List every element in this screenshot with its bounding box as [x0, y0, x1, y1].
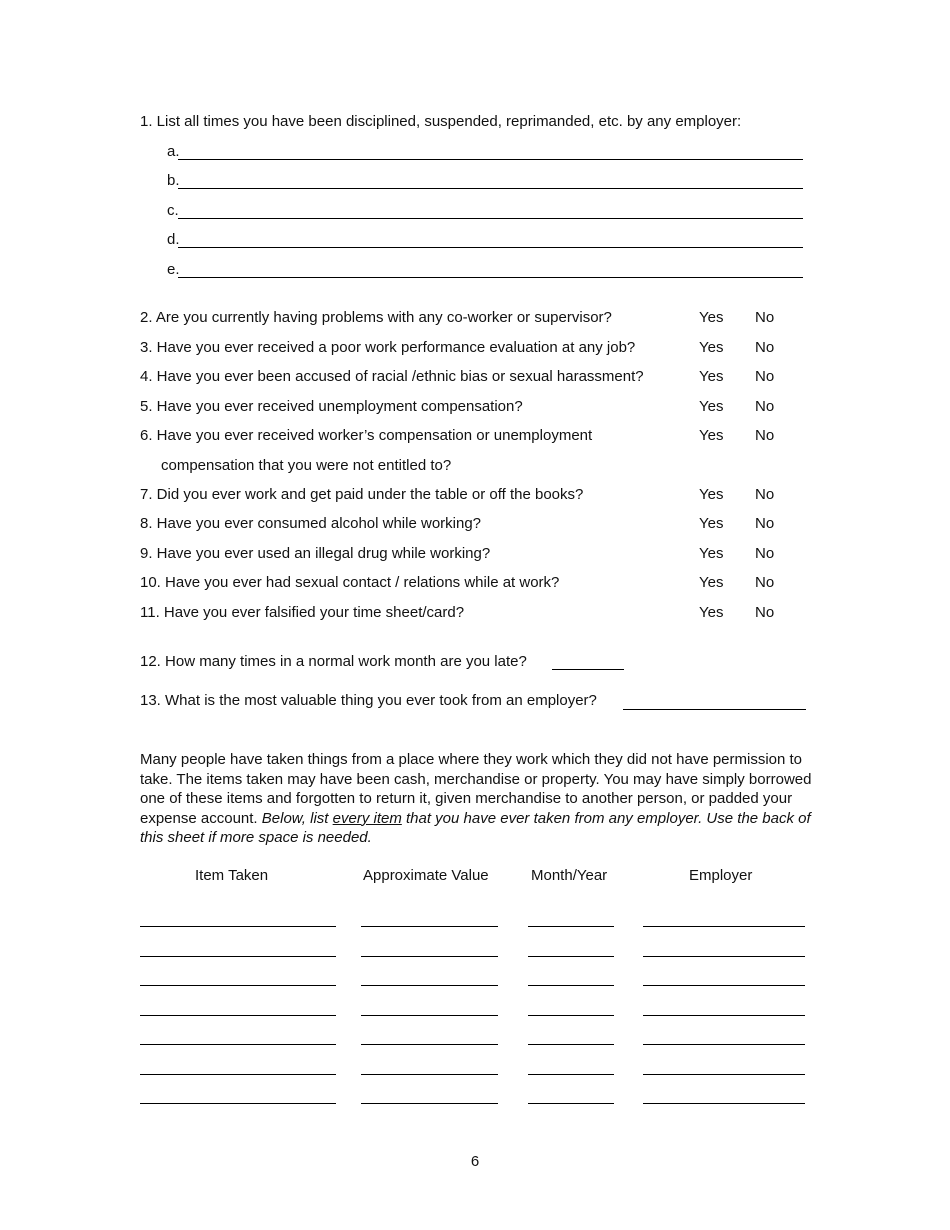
q13-answer-line[interactable] [623, 708, 806, 710]
q1-answer-line-e[interactable] [178, 276, 803, 278]
employer-line[interactable] [643, 1014, 805, 1016]
yes-option[interactable]: Yes [699, 339, 724, 356]
question-13: 13. What is the most valuable thing you ever took from an employer? [140, 692, 597, 709]
question-3: 3. Have you ever received a poor work performance evaluation at any job? [140, 339, 636, 356]
no-option[interactable]: No [755, 339, 775, 356]
approximate-value-line[interactable] [361, 1073, 498, 1075]
question-12: 12. How many times in a normal work month are you late? [140, 653, 527, 670]
page-number: 6 [470, 1153, 480, 1170]
yes-option[interactable]: Yes [699, 427, 724, 444]
yes-option[interactable]: Yes [699, 604, 724, 621]
yes-option[interactable]: Yes [699, 574, 724, 591]
q12-answer-line[interactable] [552, 668, 624, 670]
item-taken-line[interactable] [140, 925, 336, 927]
yes-option[interactable]: Yes [699, 545, 724, 562]
approximate-value-line[interactable] [361, 925, 498, 927]
q1-sub-label: a. [167, 143, 180, 160]
instructions-italic-1: Below, list [261, 809, 329, 827]
question-1: 1. List all times you have been disciplined, suspended, reprimanded, etc. by any employer: [140, 113, 742, 130]
q1-answer-line-b[interactable] [178, 187, 803, 189]
col-header-item-taken: Item Taken [195, 867, 269, 884]
month-year-line[interactable] [528, 984, 614, 986]
instructions-italic-2: that you have ever taken from any employer. Use the back of this sheet if more space is needed. [140, 809, 811, 847]
no-option[interactable]: No [755, 309, 775, 326]
month-year-line[interactable] [528, 1102, 614, 1104]
employer-line[interactable] [643, 1102, 805, 1104]
month-year-line[interactable] [528, 1073, 614, 1075]
approximate-value-line[interactable] [361, 1043, 498, 1045]
question-5: 5. Have you ever received unemployment compensation? [140, 398, 523, 415]
question-8: 8. Have you ever consumed alcohol while working? [140, 515, 482, 532]
item-taken-line[interactable] [140, 1043, 336, 1045]
q1-sub-label: c. [167, 202, 179, 219]
question-2: 2. Are you currently having problems with any co-worker or supervisor? [140, 309, 612, 326]
employer-line[interactable] [643, 1043, 805, 1045]
employer-line[interactable] [643, 1073, 805, 1075]
q1-answer-line-c[interactable] [178, 217, 803, 219]
approximate-value-line[interactable] [361, 1014, 498, 1016]
month-year-line[interactable] [528, 1014, 614, 1016]
col-header-employer: Employer [689, 867, 753, 884]
no-option[interactable]: No [755, 604, 775, 621]
q1-answer-line-d[interactable] [178, 246, 803, 248]
no-option[interactable]: No [755, 398, 775, 415]
question-9: 9. Have you ever used an illegal drug while working? [140, 545, 491, 562]
instructions-plain: Many people have taken things from a place where they work which they did not have permission to take. The items taken may have been cash, merchandise or property. You may have simply borrowed one of these items and forgotten to return it, given merchandise to another person, or padded your expense account. [140, 751, 812, 827]
item-taken-line[interactable] [140, 955, 336, 957]
item-taken-line[interactable] [140, 1073, 336, 1075]
approximate-value-line[interactable] [361, 1102, 498, 1104]
question-7: 7. Did you ever work and get paid under the table or off the books? [140, 486, 584, 503]
yes-option[interactable]: Yes [699, 398, 724, 415]
month-year-line[interactable] [528, 955, 614, 957]
q1-sub-label: d. [167, 231, 180, 248]
no-option[interactable]: No [755, 486, 775, 503]
item-taken-line[interactable] [140, 984, 336, 986]
question-10: 10. Have you ever had sexual contact / relations while at work? [140, 574, 560, 591]
no-option[interactable]: No [755, 515, 775, 532]
employer-line[interactable] [643, 925, 805, 927]
col-header-month-year: Month/Year [531, 867, 608, 884]
approximate-value-line[interactable] [361, 955, 498, 957]
instructions-paragraph [140, 750, 820, 848]
employer-line[interactable] [643, 984, 805, 986]
yes-option[interactable]: Yes [699, 368, 724, 385]
q1-answer-line-a[interactable] [178, 158, 803, 160]
item-taken-line[interactable] [140, 1014, 336, 1016]
instructions-underlined: every item [332, 809, 402, 827]
month-year-line[interactable] [528, 1043, 614, 1045]
yes-option[interactable]: Yes [699, 486, 724, 503]
no-option[interactable]: No [755, 574, 775, 591]
approximate-value-line[interactable] [361, 984, 498, 986]
no-option[interactable]: No [755, 545, 775, 562]
no-option[interactable]: No [755, 368, 775, 385]
question-6-continuation: compensation that you were not entitled to? [161, 457, 452, 474]
question-4: 4. Have you ever been accused of racial /ethnic bias or sexual harassment? [140, 368, 644, 385]
no-option[interactable]: No [755, 427, 775, 444]
q1-sub-label: b. [167, 172, 180, 189]
question-11: 11. Have you ever falsified your time sheet/card? [140, 604, 465, 621]
yes-option[interactable]: Yes [699, 309, 724, 326]
item-taken-line[interactable] [140, 1102, 336, 1104]
yes-option[interactable]: Yes [699, 515, 724, 532]
q1-sub-label: e. [167, 261, 180, 278]
question-6: 6. Have you ever received worker’s compensation or unemployment [140, 427, 593, 444]
employer-line[interactable] [643, 955, 805, 957]
col-header-approximate-value: Approximate Value [363, 867, 489, 884]
month-year-line[interactable] [528, 925, 614, 927]
